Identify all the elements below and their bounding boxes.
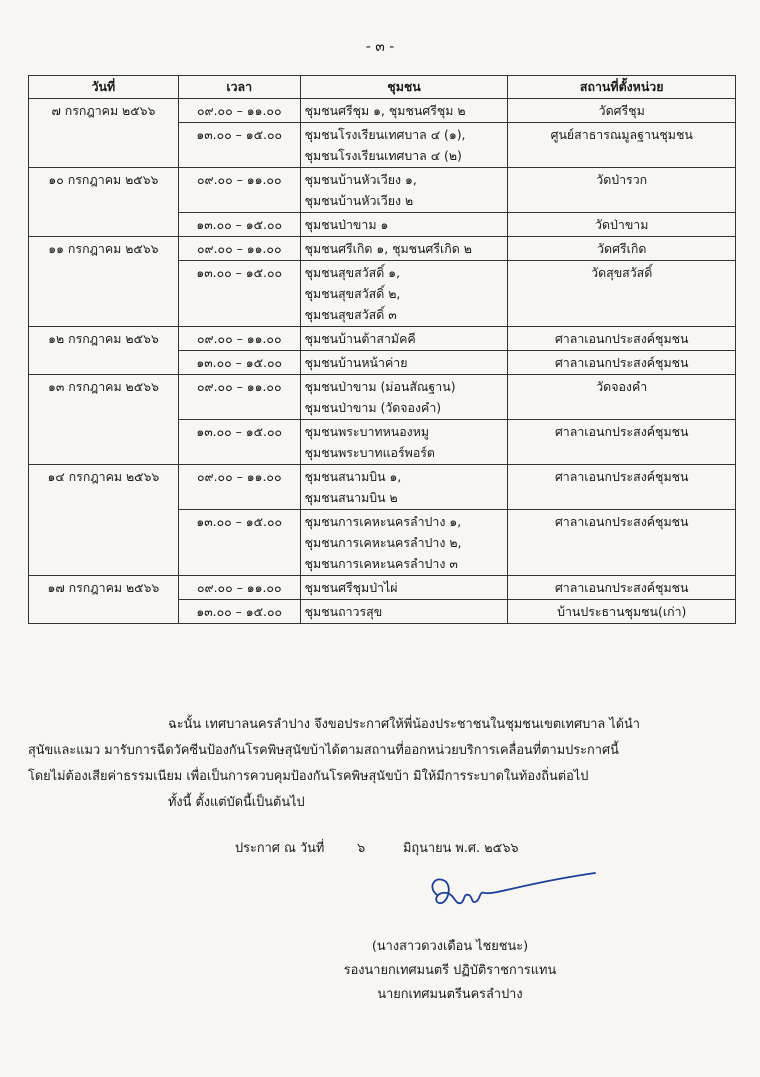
table-row (29, 168, 736, 213)
announcement-date-prefix: ประกาศ ณ วันที่ (235, 841, 325, 856)
body-line-1: ฉะนั้น เทศบาลนครลำปาง จึงขอประกาศให้พี่น้องประชาชนในชุมชนเขตเทศบาล ได้นำ (168, 717, 640, 732)
schedule-table (28, 75, 736, 624)
date-cell: ๑๔ กรกฎาคม ๒๕๖๖ (29, 465, 179, 576)
header-date: วันที่ (29, 76, 179, 99)
community-name: ชุมชนสุขสวัสดิ์ ๑, (304, 265, 401, 280)
time-cell: ๑๓.๐๐ – ๑๕.๐๐ (178, 123, 300, 168)
signer-name: (นางสาวดวงเดือน ไชยชนะ) (371, 939, 529, 954)
table-row (29, 99, 736, 123)
time-cell: ๑๓.๐๐ – ๑๕.๐๐ (178, 351, 300, 375)
community-name: ชุมชนบ้านหัวเวียง ๒ (304, 193, 414, 208)
community-name: ชุมชนบ้านหน้าค่าย (304, 355, 408, 370)
community-name: ชุมชนสนามบิน ๒ (304, 490, 398, 505)
location-cell: ศาลาเอนกประสงค์ชุมชน (508, 420, 736, 465)
community-name: ชุมชนบ้านหัวเวียง ๑, (304, 172, 417, 187)
announcement-month-year: มิถุนายน พ.ศ. ๒๕๖๖ (403, 841, 519, 856)
community-name: ชุมชนพระบาทหนองหมู (304, 424, 430, 439)
location-cell: วัดป่ารวก (508, 168, 736, 213)
location-cell: ศาลาเอนกประสงค์ชุมชน (508, 576, 736, 600)
announcement-body (28, 712, 736, 816)
community-name: ชุมชนบ้านต้าสามัคคี (304, 331, 416, 346)
header-time: เวลา (178, 76, 300, 99)
date-cell: ๑๒ กรกฎาคม ๒๕๖๖ (29, 327, 179, 375)
announcement-day: ๖ (357, 841, 366, 856)
community-name: ชุมชนโรงเรียนเทศบาล ๔ (๑), (304, 127, 466, 142)
signer-title: นายกเทศมนตรีนครลำปาง (377, 987, 523, 1002)
date-cell: ๑๑ กรกฎาคม ๒๕๖๖ (29, 237, 179, 327)
time-cell: ๑๓.๐๐ – ๑๕.๐๐ (178, 261, 300, 327)
community-cell (300, 327, 508, 351)
location-cell: ศาลาเอนกประสงค์ชุมชน (508, 327, 736, 351)
date-cell: ๑๓ กรกฎาคม ๒๕๖๖ (29, 375, 179, 465)
location-cell: ศูนย์สาธารณมูลฐานชุมชน (508, 123, 736, 168)
community-name: ชุมชนป่าขาม (ม่อนสัณฐาน) (304, 379, 456, 394)
location-cell: ศาลาเอนกประสงค์ชุมชน (508, 510, 736, 576)
location-cell: วัดสุขสวัสดิ์ (508, 261, 736, 327)
community-name: ชุมชนป่าขาม (วัดจองคำ) (304, 400, 442, 415)
community-name: ชุมชนการเคหะนครลำปาง ๒, (304, 535, 462, 550)
location-cell: ศาลาเอนกประสงค์ชุมชน (508, 351, 736, 375)
table-row (29, 576, 736, 600)
community-name: ชุมชนถาวรสุข (304, 604, 383, 619)
signature-image (425, 865, 625, 925)
community-name: ชุมชนป่าขาม ๑ (304, 217, 389, 232)
time-cell: ๐๙.๐๐ – ๑๑.๐๐ (178, 375, 300, 420)
time-cell: ๑๓.๐๐ – ๑๕.๐๐ (178, 510, 300, 576)
location-cell: ศาลาเอนกประสงค์ชุมชน (508, 465, 736, 510)
community-name: ชุมชนศรีเกิด ๑, ชุมชนศรีเกิด ๒ (304, 241, 472, 256)
time-cell: ๑๓.๐๐ – ๑๕.๐๐ (178, 213, 300, 237)
body-line-3: โดยไม่ต้องเสียค่าธรรมเนียม เพื่อเป็นการควบคุมป้องกันโรคพิษสุนัขบ้า มิให้มีการระบาดในท้องถิ่นต่อไป (28, 769, 589, 784)
community-cell (300, 576, 508, 600)
location-cell: บ้านประธานชุมชน(เก่า) (508, 600, 736, 624)
location-cell: วัดป่าขาม (508, 213, 736, 237)
time-cell: ๐๙.๐๐ – ๑๑.๐๐ (178, 465, 300, 510)
community-cell (300, 510, 508, 576)
community-cell (300, 123, 508, 168)
table-row (29, 375, 736, 420)
time-cell: ๐๙.๐๐ – ๑๑.๐๐ (178, 327, 300, 351)
time-cell: ๐๙.๐๐ – ๑๑.๐๐ (178, 576, 300, 600)
signer-block (280, 935, 620, 1007)
community-cell (300, 168, 508, 213)
date-cell: ๗ กรกฎาคม ๒๕๖๖ (29, 99, 179, 168)
time-cell: ๐๙.๐๐ – ๑๑.๐๐ (178, 237, 300, 261)
community-cell (300, 420, 508, 465)
date-cell: ๑๗ กรกฎาคม ๒๕๖๖ (29, 576, 179, 624)
body-closing: ทั้งนี้ ตั้งแต่บัดนี้เป็นต้นไป (168, 795, 305, 810)
date-cell: ๑๐ กรกฎาคม ๒๕๖๖ (29, 168, 179, 237)
community-cell (300, 375, 508, 420)
page-number: - ๓ - (365, 39, 395, 55)
community-name: ชุมชนโรงเรียนเทศบาล ๔ (๒) (304, 148, 462, 163)
location-cell: วัดศรีเกิด (508, 237, 736, 261)
community-name: ชุมชนสนามบิน ๑, (304, 469, 402, 484)
time-cell: ๑๓.๐๐ – ๑๕.๐๐ (178, 600, 300, 624)
community-name: ชุมชนสุขสวัสดิ์ ๓ (304, 307, 397, 322)
community-cell (300, 600, 508, 624)
community-cell (300, 351, 508, 375)
header-community: ชุมชน (300, 76, 508, 99)
community-name: ชุมชนการเคหะนครลำปาง ๓ (304, 556, 458, 571)
community-name: ชุมชนสุขสวัสดิ์ ๒, (304, 286, 401, 301)
time-cell: ๐๙.๐๐ – ๑๑.๐๐ (178, 99, 300, 123)
location-cell: วัดศรีชุม (508, 99, 736, 123)
table-header-row (29, 76, 736, 99)
location-cell: วัดจองคำ (508, 375, 736, 420)
community-cell (300, 213, 508, 237)
table-row (29, 327, 736, 351)
table-row (29, 237, 736, 261)
time-cell: ๐๙.๐๐ – ๑๑.๐๐ (178, 168, 300, 213)
community-cell (300, 261, 508, 327)
signer-position: รองนายกเทศมนตรี ปฏิบัติราชการแทน (343, 963, 557, 978)
header-location: สถานที่ตั้งหน่วย (508, 76, 736, 99)
table-row (29, 465, 736, 510)
community-name: ชุมชนศรีชุม ๑, ชุมชนศรีชุม ๒ (304, 103, 466, 118)
time-cell: ๑๓.๐๐ – ๑๕.๐๐ (178, 420, 300, 465)
community-name: ชุมชนศรีชุมป่าไผ่ (304, 580, 398, 595)
community-cell (300, 237, 508, 261)
body-line-2: สุนัขและแมว มารับการฉีดวัคซีนป้องกันโรคพิษสุนัขบ้าได้ตามสถานที่ออกหน่วยบริการเคลื่อนที่ตามประกาศนี้ (28, 743, 619, 758)
community-cell (300, 99, 508, 123)
community-name: ชุมชนการเคหะนครลำปาง ๑, (304, 514, 462, 529)
community-cell (300, 465, 508, 510)
community-name: ชุมชนพระบาทแอร์พอร์ต (304, 445, 435, 460)
